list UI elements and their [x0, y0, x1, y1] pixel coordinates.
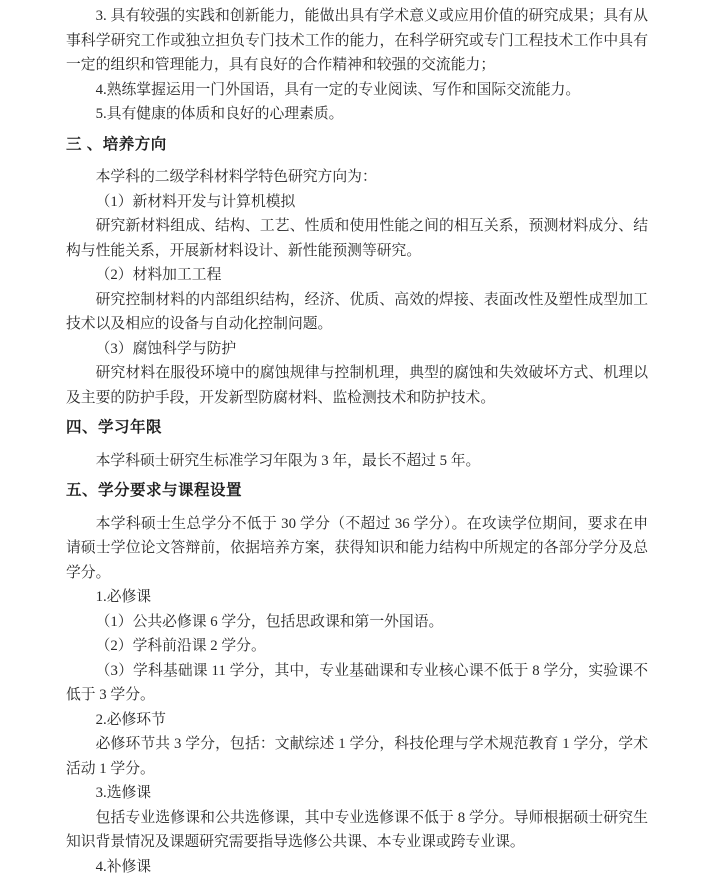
intro-item-4: 4.熟练掌握运用一门外国语，具有一定的专业阅读、写作和国际交流能力。	[66, 78, 648, 103]
paragraph-direction-3-desc: 研究材料在服役环境中的腐蚀规律与控制机理，典型的腐蚀和失效破坏方式、机理以及主要的防护手段，开发新型防腐材料、监检测技术和防护技术。	[66, 361, 648, 410]
section-heading-study-period: 四、学习年限	[66, 416, 648, 441]
paragraph-direction-2-title: （2）材料加工工程	[66, 263, 648, 288]
paragraph-required-courses-title: 1.必修课	[66, 585, 648, 610]
paragraph-research-directions-intro: 本学科的二级学科材料学特色研究方向为：	[66, 165, 648, 190]
paragraph-direction-1-desc: 研究新材料组成、结构、工艺、性质和使用性能之间的相互关系，预测材料成分、结构与性能关系，开展新材料设计、新性能预测等研究。	[66, 214, 648, 263]
section-heading-credit-requirements: 五、学分要求与课程设置	[66, 479, 648, 504]
paragraph-required-steps-desc: 必修环节共 3 学分，包括：文献综述 1 学分，科技伦理与学术规范教育 1 学分，学术活动 1 学分。	[66, 732, 648, 781]
paragraph-elective-courses-desc: 包括专业选修课和公共选修课，其中专业选修课不低于 8 学分。导师根据硕士研究生知识背景情况及课题研究需要指导选修公共课、本专业课或跨专业课。	[66, 806, 648, 855]
paragraph-elective-courses-title: 3.选修课	[66, 781, 648, 806]
paragraph-public-required-courses: （1）公共必修课 6 学分，包括思政课和第一外国语。	[66, 610, 648, 635]
section-heading-training-directions: 三 、培养方向	[66, 133, 648, 158]
paragraph-foundation-courses: （3）学科基础课 11 学分，其中，专业基础课和专业核心课不低于 8 学分，实验课不低于 3 学分。	[66, 659, 648, 708]
paragraph-total-credits: 本学科硕士生总学分不低于 30 学分（不超过 36 学分）。在攻读学位期间，要求在申请硕士学位论文答辩前，依据培养方案，获得知识和能力结构中所规定的各部分学分及总学分。	[66, 512, 648, 586]
paragraph-required-steps-title: 2.必修环节	[66, 708, 648, 733]
intro-item-3: 3. 具有较强的实践和创新能力，能做出具有学术意义或应用价值的研究成果；具有从事科学研究工作或独立担负专门技术工作的能力，在科学研究或专门工程技术工作中具有一定的组织和管理能力，具有良好的合作精神和较强的交流能力；	[66, 4, 648, 78]
paragraph-direction-1-title: （1）新材料开发与计算机模拟	[66, 190, 648, 215]
paragraph-supplementary-courses-title: 4.补修课	[66, 855, 648, 879]
paragraph-direction-2-desc: 研究控制材料的内部组织结构，经济、优质、高效的焊接、表面改性及塑性成型加工技术以及相应的设备与自动化控制问题。	[66, 288, 648, 337]
intro-item-5: 5.具有健康的体质和良好的心理素质。	[66, 102, 648, 127]
paragraph-study-period: 本学科硕士研究生标准学习年限为 3 年，最长不超过 5 年。	[66, 449, 648, 474]
paragraph-frontier-courses: （2）学科前沿课 2 学分。	[66, 634, 648, 659]
paragraph-direction-3-title: （3）腐蚀科学与防护	[66, 337, 648, 362]
